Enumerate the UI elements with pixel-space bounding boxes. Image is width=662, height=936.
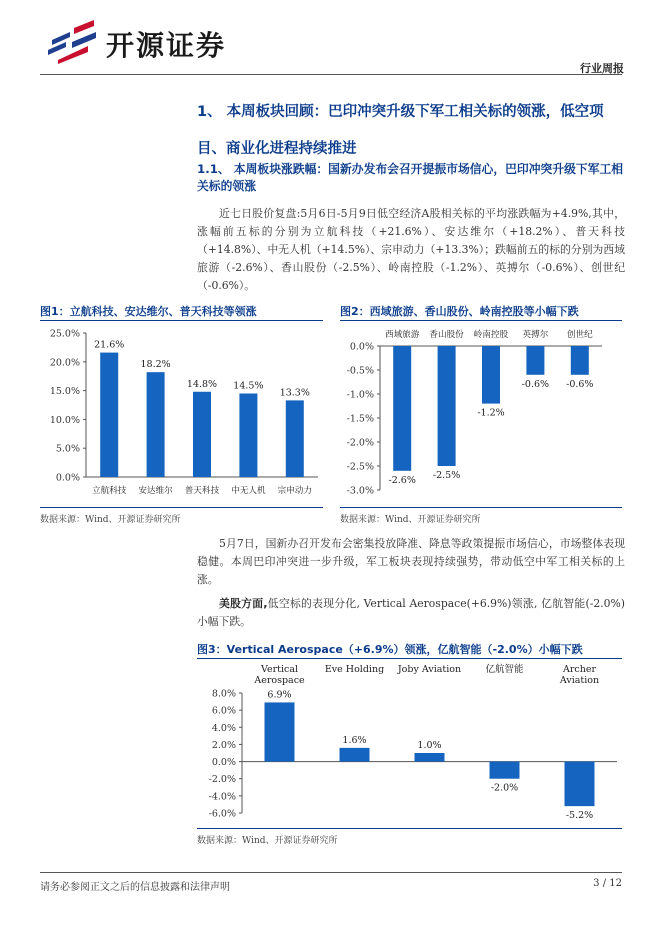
fig3-category-label: Joby Aviation: [397, 664, 462, 675]
fig3-y-tick-label: -4.0%: [208, 791, 236, 803]
figure-3-chart: [197, 660, 622, 826]
section-heading: 1、 本周板块回顾：巴印冲突升级下军工相关标的领涨，低空项目、商业化进程持续推进: [197, 104, 604, 157]
fig2-y-tick-label: 0.0%: [349, 341, 374, 353]
fig2-data-label: -0.6%: [566, 378, 594, 390]
fig3-data-label: 1.6%: [342, 734, 367, 746]
fig2-category-label: 香山股份: [429, 330, 464, 340]
figure-3-title: 图3：Vertical Aerospace（+6.9%）领涨，亿航智能（-2.0%）小幅下跌: [197, 643, 583, 656]
fig1-y-tick-label: 25.0%: [49, 328, 80, 340]
fig3-y-tick-label: -2.0%: [208, 774, 236, 786]
kaiyuan-logo-icon: [44, 20, 100, 64]
footer-disclaimer: 请务必参阅正文之后的信息披露和法律声明: [40, 882, 230, 893]
fig1-data-label: 14.5%: [233, 380, 264, 392]
fig1-category-label: 中无人机: [231, 486, 266, 496]
fig3-y-tick-label: -6.0%: [208, 808, 236, 820]
fig2-category-label: 英搏尔: [522, 330, 549, 340]
fig1-data-label: 21.6%: [94, 339, 125, 351]
fig1-data-label: 13.3%: [279, 387, 310, 399]
figure-3-bottom-rule: [197, 828, 622, 829]
fig1-bar: [147, 372, 165, 477]
fig2-bar: [482, 346, 500, 404]
fig1-category-label: 立航科技: [92, 486, 127, 496]
fig2-bar: [571, 346, 589, 375]
report-type-label: 行业周报: [580, 62, 624, 75]
fig3-data-label: -5.2%: [565, 810, 594, 822]
fig3-category-label: Aerospace: [254, 675, 305, 686]
fig3-bar: [415, 753, 445, 762]
fig3-y-tick-label: 6.0%: [211, 705, 236, 717]
fig3-bar: [490, 762, 520, 779]
fig1-bar: [100, 353, 118, 477]
us-stocks-lead: 美股方面,: [219, 597, 268, 610]
fig2-data-label: -1.2%: [477, 407, 505, 419]
fig3-y-tick-label: 0.0%: [211, 757, 236, 769]
fig1-y-tick-label: 15.0%: [49, 386, 80, 398]
fig3-data-label: 6.9%: [267, 689, 292, 701]
fig2-y-tick-label: -2.5%: [346, 461, 374, 473]
fig1-y-tick-label: 10.0%: [49, 414, 80, 426]
footer-divider: [40, 872, 622, 873]
us-stocks-text: 低空标的表现分化, Vertical Aerospace(+6.9%)领涨, 亿航智能(-2.0%)小幅下跌。: [197, 597, 625, 628]
fig2-y-tick-label: -3.0%: [346, 485, 374, 497]
fig3-y-tick-label: 4.0%: [211, 722, 236, 734]
fig1-bar: [193, 392, 211, 477]
fig3-category-label: Vertical: [260, 664, 299, 675]
paragraph-market-review: 5月7日，国新办召开发布会密集投放降准、降息等政策提振市场信心，市场整体表现稳健。本周巴印冲突进一步升级，军工板块表现持续强势，带动低空中军工相关标的上涨。: [197, 537, 625, 586]
fig2-y-tick-label: -2.0%: [346, 437, 374, 449]
fig2-category-label: 创世纪: [566, 330, 593, 340]
fig2-bar: [526, 346, 544, 375]
fig1-y-tick-label: 0.0%: [55, 472, 80, 484]
paragraph-us-stocks: [197, 595, 625, 631]
fig2-data-label: -0.6%: [521, 378, 550, 390]
subsection-heading: 1.1、 本周板块涨跌幅：国新办发布会召开提振市场信心，巴印冲突升级下军工相关标的领涨: [197, 162, 624, 193]
fig3-category-label: Archer: [562, 664, 597, 675]
fig2-y-tick-label: -0.5%: [346, 365, 374, 377]
fig1-category-label: 安达维尔: [138, 486, 173, 496]
fig1-y-tick-label: 5.0%: [55, 443, 80, 455]
figure-1-source: 数据来源：Wind、开源证券研究所: [40, 515, 181, 525]
fig3-bar: [340, 748, 370, 762]
header-divider: [40, 74, 622, 75]
fig3-data-label: -2.0%: [490, 782, 519, 794]
figure-2-bottom-rule: [340, 507, 622, 508]
fig2-bar: [438, 346, 456, 466]
fig2-y-tick-label: -1.5%: [346, 413, 374, 425]
paragraph-stock-review: 近七日股价复盘:5月6日-5月9日低空经济A股相关标的平均涨跌幅为+4.9%,其中，涨幅前五标的分别为立航科技（+21.6%）、安达维尔（+18.2%）、普天科技（+14.8%）、中无人机（+14.5%）、宗申动力（+13.3%）；跌幅前五的标的分别为西域旅游（-2.6%）、香山股份（-2.5%）、岭南控股（-1.2%）、英搏尔（-0.6%）、创世纪（-0.6%）。: [197, 207, 625, 292]
figure-2-source: 数据来源：Wind、开源证券研究所: [340, 515, 481, 525]
fig2-bar: [393, 346, 411, 471]
fig3-data-label: 1.0%: [417, 740, 442, 751]
page-header: [44, 18, 634, 66]
fig1-data-label: 14.8%: [186, 378, 218, 390]
fig1-data-label: 18.2%: [140, 359, 171, 371]
fig2-category-label: 西域旅游: [385, 330, 420, 340]
fig3-bar: [265, 702, 295, 761]
fig3-category-label: Aviation: [559, 675, 600, 686]
fig1-y-tick-label: 20.0%: [49, 357, 80, 369]
fig2-data-label: -2.5%: [432, 470, 461, 481]
fig3-bar: [565, 762, 595, 807]
fig3-category-label: Eve Holding: [324, 664, 385, 675]
fig2-y-tick-label: -1.0%: [346, 389, 374, 401]
figure-2-top-rule: [340, 320, 622, 321]
fig3-y-tick-label: 2.0%: [211, 739, 236, 751]
fig1-bar: [239, 393, 257, 477]
logo-text: 开源证券: [106, 29, 227, 62]
figure-2-chart: [340, 322, 622, 506]
fig3-category-label: 亿航智能: [485, 664, 524, 675]
page-number: 3 / 12: [593, 878, 622, 889]
figure-2-title: 图2：西域旅游、香山股份、岭南控股等小幅下跌: [340, 305, 579, 318]
fig1-category-label: 普天科技: [184, 486, 220, 496]
fig1-bar: [286, 400, 304, 477]
figure-3-source: 数据来源：Wind、开源证券研究所: [197, 836, 338, 846]
figure-1-chart: [40, 322, 323, 506]
fig2-data-label: -2.6%: [388, 474, 416, 486]
fig1-category-label: 宗申动力: [277, 486, 312, 496]
fig2-category-label: 岭南控股: [473, 330, 509, 340]
fig3-y-tick-label: 8.0%: [211, 688, 236, 700]
figure-1-title: 图1：立航科技、安达维尔、普天科技等领涨: [40, 305, 257, 318]
figure-3-top-rule: [197, 658, 622, 659]
figure-1-bottom-rule: [40, 507, 323, 508]
figure-1-top-rule: [40, 320, 323, 321]
